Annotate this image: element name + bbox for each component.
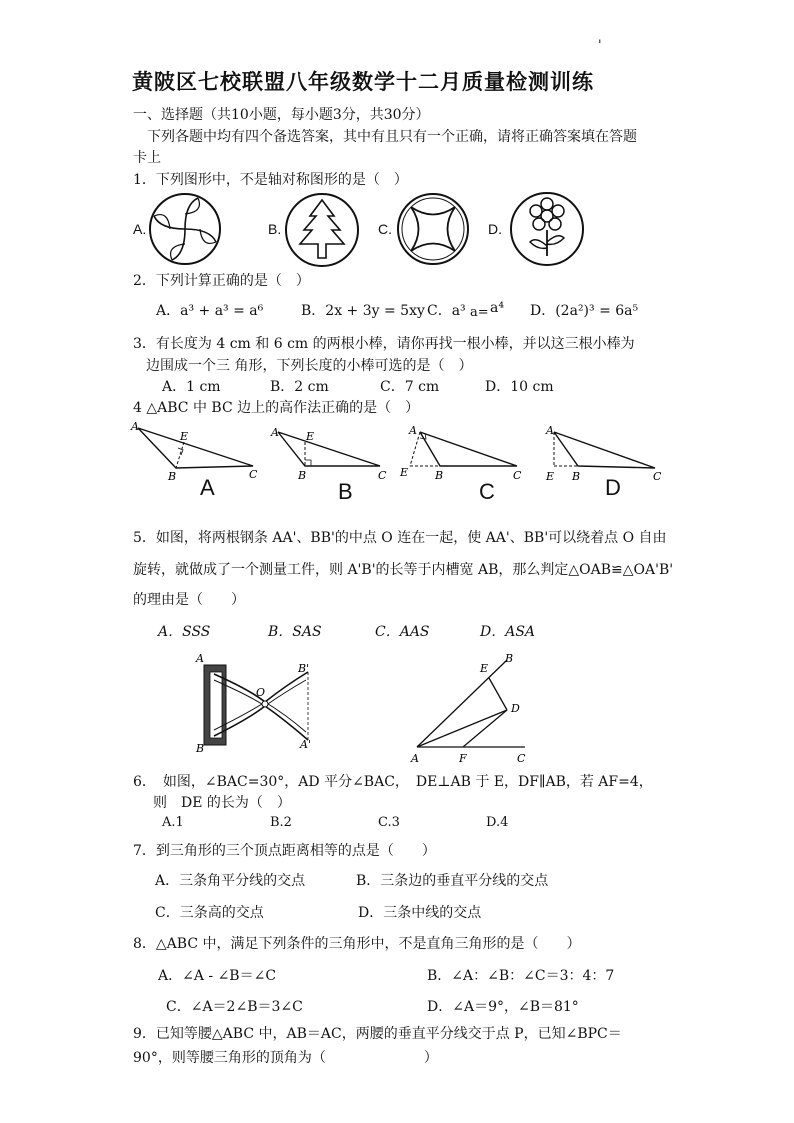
q8-stem: 8．△ABC 中，满足下列条件的三角形中，不是直角三角形的是（ ） — [133, 936, 581, 952]
q5-option-b: B．SAS — [268, 624, 322, 640]
q5-fig-a-label: A — [196, 652, 204, 665]
q3-option-c: C．7 cm — [380, 379, 440, 395]
q1-option-d-label: D. — [488, 221, 502, 237]
q5-fig-b-label: B — [196, 742, 205, 755]
q4c-point-a-label: A — [409, 424, 417, 437]
q9-stem-line-1: 9．已知等腰△ABC 中，AB＝AC，两腰的垂直平分线交于点 P，已知∠BPC＝ — [133, 1026, 622, 1042]
concave-square-figure — [396, 192, 470, 266]
q5-fig-o-label: O — [256, 686, 266, 699]
q5-fig-bprime-label: B' — [298, 662, 310, 675]
instruction-line-2: 卡上 — [133, 150, 161, 166]
q8-option-c: C．∠A＝2∠B＝3∠C — [166, 999, 303, 1015]
q6-option-a: A.1 — [162, 815, 184, 830]
q8-option-b: B．∠A：∠B：∠C＝3：4：7 — [427, 968, 615, 984]
q6-fig-e-label: E — [480, 662, 489, 675]
q6-fig-b-label: B — [505, 652, 514, 665]
q4b-point-e-label: E — [306, 430, 315, 443]
height-figure-d — [540, 424, 665, 484]
q6-stem-line-2: 则 DE 的长为（ ） — [153, 795, 291, 811]
q4c-point-e-label: E — [400, 466, 409, 479]
page-title: 黄陂区七校联盟八年级数学十二月质量检测训练 — [132, 69, 594, 94]
q4d-point-e-label: E — [546, 470, 555, 483]
q6-fig-c-label: C — [517, 752, 526, 765]
q3-option-a: A．1 cm — [162, 379, 221, 395]
q4-option-b-label: B — [338, 479, 353, 504]
q7-option-c: C．三条高的交点 — [155, 905, 264, 921]
q7-option-a: A．三条角平分线的交点 — [155, 873, 306, 889]
q4d-point-c-label: C — [653, 470, 662, 483]
q3-option-d: D．10 cm — [485, 379, 554, 395]
q5-stem-line-3: 的理由是（ ） — [133, 592, 245, 608]
q6-option-c: C.3 — [378, 815, 400, 830]
q2-option-a: A．a³ + a³ = a⁶ — [156, 303, 264, 319]
q4a-point-a-label: A — [131, 420, 139, 433]
q6-fig-f-label: F — [459, 752, 467, 765]
q2-stem: 2．下列计算正确的是（ ） — [133, 273, 310, 289]
q1-option-a-label: A. — [133, 221, 147, 237]
q4a-point-b-label: B — [168, 470, 177, 483]
q4-option-d-label: D — [605, 475, 621, 500]
q7-option-b: B．三条边的垂直平分线的交点 — [356, 873, 549, 889]
q4a-point-c-label: C — [249, 468, 258, 481]
height-figure-c — [395, 424, 525, 484]
q5-option-a: A．SSS — [158, 624, 211, 640]
pinwheel-figure — [148, 192, 222, 266]
instruction-line-1: 下列各题中均有四个备选答案，其中有且只有一个正确，请将正确答案填在答题 — [147, 129, 637, 145]
angle-bisector-figure — [405, 650, 545, 768]
q4-option-a-label: A — [200, 475, 215, 500]
q7-stem: 7．到三角形的三个顶点距离相等的点是（ ） — [133, 843, 436, 859]
section-heading: 一、选择题（共10小题，每小题3分，共30分） — [133, 107, 430, 123]
q4c-point-c-label: C — [513, 469, 522, 482]
q9-stem-line-2: 90°，则等腰三角形的顶角为（ ） — [133, 1050, 438, 1066]
q5-stem-line-1: 5．如图，将两根钢条 AA'、BB'的中点 O 连在一起，使 AA'、BB'可以绕着点 O 自由 — [133, 530, 667, 546]
q6-stem-line-1: 6． 如图，∠BAC=30°，AD 平分∠BAC， DE⊥AB 于 E，DF∥AB，若 AF=4， — [133, 774, 653, 790]
q8-option-d: D．∠A＝9°，∠B＝81° — [427, 999, 579, 1015]
q4-stem: 4 △ABC 中 BC 边上的高作法正确的是（ ） — [133, 400, 420, 416]
q7-option-d: D．三条中线的交点 — [358, 905, 482, 921]
q5-stem-line-2: 旋转，就做成了一个测量工件，则 A'B'的长等于内槽宽 AB，那么判定△OAB≌△OA'B' — [133, 562, 674, 578]
q4b-point-b-label: B — [298, 469, 307, 482]
corner-mark: ' — [598, 38, 602, 53]
q4b-point-a-label: A — [271, 426, 279, 439]
q4a-point-e-label: E — [180, 430, 189, 443]
q2-option-b: B．2x + 3y = 5xy — [301, 303, 425, 319]
q6-option-d: D.4 — [486, 815, 509, 830]
q6-option-b: B.2 — [270, 815, 292, 830]
q4c-point-b-label: B — [435, 469, 444, 482]
q4d-point-b-label: B — [572, 470, 581, 483]
height-figure-b — [268, 424, 393, 484]
q5-option-c: C．AAS — [375, 624, 430, 640]
q2-option-c-mid: a= — [470, 305, 489, 320]
q3-option-b: B．2 cm — [270, 379, 329, 395]
tree-figure — [284, 192, 360, 268]
height-figure-a — [128, 420, 263, 485]
q4-option-c-label: C — [479, 479, 495, 504]
q5-fig-aprime-label: A' — [300, 738, 311, 751]
q3-stem-line-1: 3．有长度为 4 cm 和 6 cm 的两根小棒，请你再找一根小棒，并以这三根小棒为 — [133, 336, 635, 352]
q1-stem: 1．下列图形中，不是轴对称图形的是（ ） — [133, 172, 408, 188]
q1-option-c-label: C. — [378, 221, 392, 237]
measuring-tool-figure — [190, 650, 330, 760]
q2-option-d: D．(2a²)³ = 6a⁵ — [530, 303, 639, 319]
q4b-point-c-label: C — [378, 469, 387, 482]
q8-option-a: A．∠A - ∠B＝∠C — [158, 968, 277, 984]
q4d-point-a-label: A — [546, 424, 554, 437]
q6-fig-a-label: A — [411, 752, 419, 765]
q2-option-c-rest: a⁴ — [490, 300, 504, 316]
q2-option-c: C．a³ — [427, 303, 466, 319]
q5-option-d: D．ASA — [480, 624, 536, 640]
q1-option-b-label: B. — [268, 221, 282, 237]
q6-fig-d-label: D — [511, 702, 520, 715]
q3-stem-line-2: 边围成一个三 角形，下列长度的小棒可选的是（ ） — [146, 358, 473, 374]
flower-figure — [508, 190, 586, 268]
